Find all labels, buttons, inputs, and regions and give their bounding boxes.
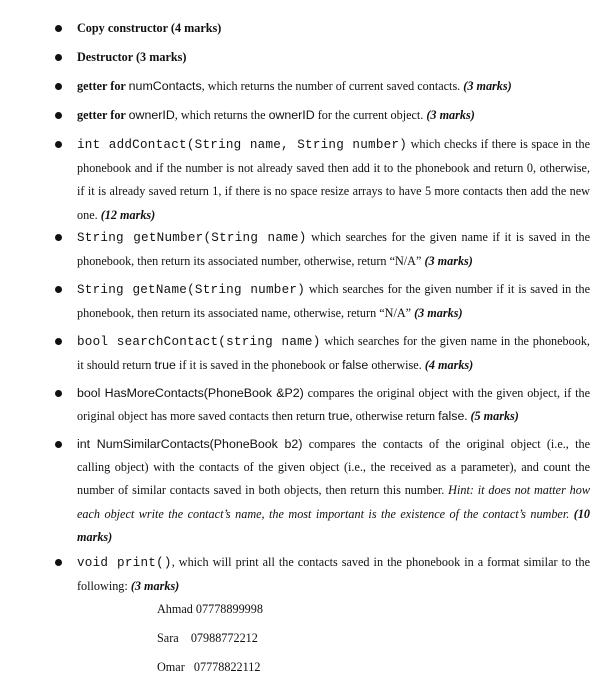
item-text: . xyxy=(464,409,471,424)
item-marks: (3 marks) xyxy=(426,108,475,122)
bullet xyxy=(55,234,62,241)
item-label: Copy constructor (4 marks) xyxy=(77,21,222,35)
item-text: if it is saved in the phonebook or xyxy=(175,358,343,373)
contact-line: Ahmad 07778899998 xyxy=(157,602,263,616)
item-text: , which returns the xyxy=(174,108,269,122)
bullet xyxy=(55,141,62,148)
bullet xyxy=(55,390,62,397)
contact-line: Omar 07778822112 xyxy=(157,660,261,674)
bullet xyxy=(55,559,62,566)
item-marks: (5 marks) xyxy=(470,409,519,424)
item-text: which searches for the given number if it is saved in the phonebook, then return its associated name, otherwise, return “N/A” xyxy=(77,282,590,321)
item-marks: (3 marks) xyxy=(424,254,473,269)
item-text: , which will print all the contacts saved in the phonebook in a format similar to the following: xyxy=(77,555,590,594)
code-term: false xyxy=(342,358,369,373)
code-signature: bool HasMoreContacts(PhoneBook &P2) xyxy=(77,386,304,400)
item-marks: (3 marks) xyxy=(130,579,180,594)
code-signature: void print() xyxy=(77,556,172,570)
code-term: false xyxy=(438,409,465,424)
item-marks: (12 marks) xyxy=(100,207,156,222)
item-marks: (4 marks) xyxy=(424,358,474,373)
item-text: compares the contacts of the original object (i.e., the calling object) with the contacts of the given object (i.e., the received as a parameter), and count the number of similar contacts saved in both objects, then return this number. xyxy=(77,437,590,498)
bullet xyxy=(55,83,62,90)
item-text: , otherwise return xyxy=(349,409,439,424)
item-marks: (3 marks) xyxy=(463,79,512,93)
item-text: which searches for the given name in the phonebook, it should return xyxy=(77,334,590,373)
code-term: true xyxy=(154,358,176,373)
bullet xyxy=(55,286,62,293)
item-text: which searches for the given name if it is saved in the phonebook, then return its associated number, otherwise, return “N/A” xyxy=(77,230,591,269)
item-marks: (10 marks) xyxy=(77,506,591,544)
bullet xyxy=(55,112,62,119)
code-term: numContacts xyxy=(128,79,202,93)
item-text: , which returns the number of current saved contacts. xyxy=(201,79,464,93)
item-text: for the current object. xyxy=(314,108,427,122)
bullet xyxy=(55,25,62,32)
item-prefix: getter for xyxy=(77,79,129,93)
item-text: which checks if there is space in the phonebook and if the number is not already saved then add it to the phonebook and return 0, otherwise, if it is already saved return 1, if there is no space resize arrays to have 5 more contacts then add the new one. xyxy=(77,137,590,222)
item-text: otherwise. xyxy=(368,358,425,373)
item-label: Destructor (3 marks) xyxy=(77,50,187,64)
code-term: true xyxy=(328,409,350,424)
item-prefix: getter for xyxy=(77,108,129,122)
code-term: ownerID xyxy=(128,108,175,122)
hint-text: Hint: it does not matter how each object write the contact’s name, the most important is the existence of the contact’s number. xyxy=(77,483,590,521)
bullet xyxy=(55,338,62,345)
item-marks: (3 marks) xyxy=(414,306,463,321)
item-text: compares the original object with the given object, if the original object has more saved contacts then return xyxy=(77,386,590,424)
code-term: ownerID xyxy=(268,108,315,122)
code-signature: int addContact(String name, String number) xyxy=(77,138,408,152)
bullet xyxy=(55,54,62,61)
contact-line: Sara 07988772212 xyxy=(157,631,258,645)
code-signature: String getName(String number) xyxy=(77,283,305,297)
code-signature: int NumSimilarContacts(PhoneBook b2) xyxy=(77,437,303,451)
code-signature: bool searchContact(string name) xyxy=(77,335,321,349)
code-signature: String getNumber(String name) xyxy=(77,231,307,245)
bullet xyxy=(55,441,62,448)
